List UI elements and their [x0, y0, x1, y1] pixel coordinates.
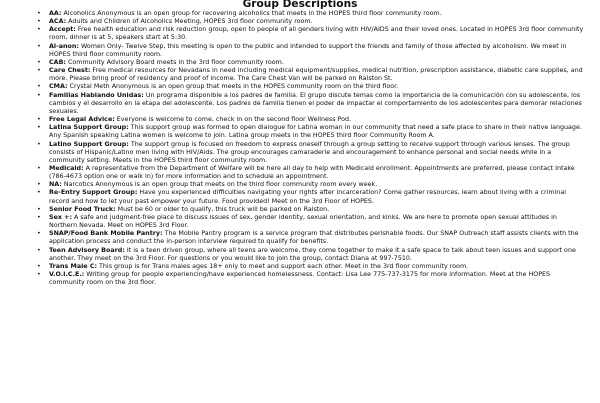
group-description: Have you experienced difficulties navigating your rights after incarceration? Come gather resources, learn about living with a criminal record and how to let your past empower your future. Food provided! Meet on the 3rd Floor of HOPES. — [49, 189, 566, 205]
group-description: Alcoholics Anonymous is an open group for recovering alcoholics that meets in the HOPES third floor community room. — [61, 10, 442, 17]
bullet-icon: • — [37, 124, 41, 132]
group-description: A representative from the Department of Welfare will be here all day to help with Medicaid enrollment. Appointments are preferred, please contact Intake (786-4673 option one or walk in) for more information and to schedule an appointment. — [49, 164, 575, 181]
group-description: The Mobile Pantry program is a service program that distributes perishable foods. Our SNAP Outreach staff assists clients with the application process and conduct the in-person interview required to qualify for benefits. — [49, 230, 579, 246]
group-name: Accept: — [49, 26, 76, 34]
group-description: This support group was formed to open dialogue for Latina woman in our community that need a safe place to share in their native language. Any Spanish speaking Latina women is welcome to join. Latina group meets in the HOPES third floor Community Room A. — [49, 124, 582, 140]
group-description: It is a teen driven group, where all teens are welcome, they come together to make it a safe space to talk about teen issues and support one another. They meet on the 3rd Floor. For questions or you would like to join the group, contact Diana at 997-7510. — [49, 246, 576, 262]
group-description: Adults and Children of Alcoholics Meeting, HOPES 3rd floor community room. — [66, 18, 313, 26]
list-item — [0, 206, 600, 214]
group-name: Trans Male C: — [49, 262, 98, 270]
group-description: Un programa disponible a los padres de familia. El grupo discute temas como la importancia de la comunicación con su adolescente, los cambios y el desarrollo en la etapa del adolescente. Los padres de familia tienen el poder de impactar el comportamiento de los adolescentes para demorar relaciones sexuales. — [49, 91, 582, 115]
list-item — [0, 214, 600, 230]
list-item — [0, 83, 600, 91]
group-name: CMA: — [49, 83, 68, 91]
list-item — [0, 247, 600, 263]
list-item — [0, 43, 600, 59]
bullet-icon: • — [37, 230, 41, 238]
group-description: Women Only- Twelve Step, this meeting is open to the public and intended to support the friends and family of those affected by alcoholism. We meet in HOPES third floor community room. — [49, 42, 567, 58]
group-name: Free Legal Advice: — [49, 116, 115, 124]
group-name: Medicaid: — [49, 164, 84, 172]
list-item — [0, 116, 600, 124]
group-name: Familias Hablando Unidas: — [49, 91, 144, 99]
group-name: Latina Support Group: — [49, 124, 129, 132]
group-description: A safe and judgment-free place to discuss issues of sex, gender identity, sexual orientation, and kinks. We are here to promote open sexual attitudes in Northern Nevada. Meet on HOPES 3rd Floor. — [49, 213, 557, 230]
group-description: Must be 60 or older to qualify, this truck will be parked on Ralston. — [115, 205, 330, 213]
bullet-icon: • — [37, 26, 41, 34]
list-item — [0, 189, 600, 205]
group-name: Senior Food Truck: — [49, 205, 116, 213]
list-item — [0, 10, 600, 18]
list-item — [0, 26, 600, 42]
list-item — [0, 181, 600, 189]
group-description: This group is for Trans males ages 18+ only to meet and support each other. Meet in the 3rd floor community room. — [97, 262, 469, 270]
group-name: Care Chest: — [49, 67, 91, 75]
bullet-icon: • — [37, 10, 41, 17]
group-name: ACA: — [49, 18, 67, 26]
list-item — [0, 92, 600, 116]
group-description: Writing group for people experiencing/have experienced homelessness. Contact: Lisa Lee 775-737-3175 for more information. Meet at the HOPES community room on the 3rd floor. — [49, 271, 551, 287]
group-description: The support group is focused on freedom to express oneself through a group setting to receive support through various lenses. The group consists of Hispanic/Latino men living with HIV/Aids. The group encourages camaraderie and encouragement to enhance personal and social needs while in a community setting. Meets in the HOPES third floor community room. — [49, 140, 570, 164]
list-item — [0, 59, 600, 67]
group-name: Latino Support Group: — [49, 140, 129, 148]
bullet-icon: • — [37, 246, 41, 254]
group-description: Everyone is welcome to come, check in on the second floor Wellness Pod. — [114, 116, 352, 124]
group-description: Free health education and risk reduction group, open to people of all genders living with HIV/AIDS and their loved ones. Located in HOPES 3rd floor community room, dinner is at 5, speakers start at 5:30. — [49, 26, 584, 42]
bullet-icon: • — [37, 58, 41, 66]
list-item — [0, 18, 600, 26]
list-item — [0, 230, 600, 246]
bullet-icon: • — [37, 140, 41, 148]
bullet-icon: • — [37, 205, 41, 213]
list-item — [0, 271, 600, 287]
bullet-icon: • — [37, 18, 41, 26]
group-name: NA: — [49, 181, 62, 189]
bullet-icon: • — [37, 164, 41, 172]
bullet-icon: • — [37, 67, 41, 75]
group-description: Free medical resources for Nevadans in need including medical equipment/supplies, medical nutrition, prescription assistance, diabetic care supplies, and more. Please bring proof of residency and proof of income. The Care Chest Van will be parked on Ralston St. — [49, 67, 583, 83]
bullet-icon: • — [37, 42, 41, 50]
group-name: AA: — [49, 10, 62, 17]
bullet-icon: • — [37, 189, 41, 197]
list-item — [0, 165, 600, 181]
list-item — [0, 141, 600, 165]
group-name: Teen Advisory Board: — [49, 246, 125, 254]
group-name: V.O.I.C.E.: — [49, 271, 85, 278]
list-item — [0, 124, 600, 140]
bullet-icon: • — [37, 271, 41, 278]
group-description: Narcotics Anonymous is an open group that meets on the third floor community room every week. — [61, 181, 378, 189]
group-name: Re-Entry Support Group: — [49, 189, 138, 197]
list-item — [0, 67, 600, 83]
page-title: Group Descriptions — [242, 0, 358, 10]
group-description-list — [0, 10, 600, 287]
bullet-icon: • — [37, 83, 41, 91]
group-description: Community Advisory Board meets in the 3rd floor community room. — [65, 58, 284, 66]
group-name: CAB: — [49, 58, 66, 66]
bullet-icon: • — [37, 181, 41, 189]
list-item — [0, 263, 600, 271]
group-name: Al-anon: — [49, 42, 79, 50]
bullet-icon: • — [37, 262, 41, 270]
bullet-icon: • — [37, 91, 41, 99]
group-name: SNAP/Food Bank Mobile Pantry: — [49, 230, 163, 238]
bullet-icon: • — [37, 116, 41, 124]
bullet-icon: • — [37, 213, 41, 221]
group-name: Sex +: — [49, 213, 73, 221]
group-description: Crystal Meth Anonymous is an open group that meets in the HOPES community room on the third floor. — [67, 83, 399, 91]
